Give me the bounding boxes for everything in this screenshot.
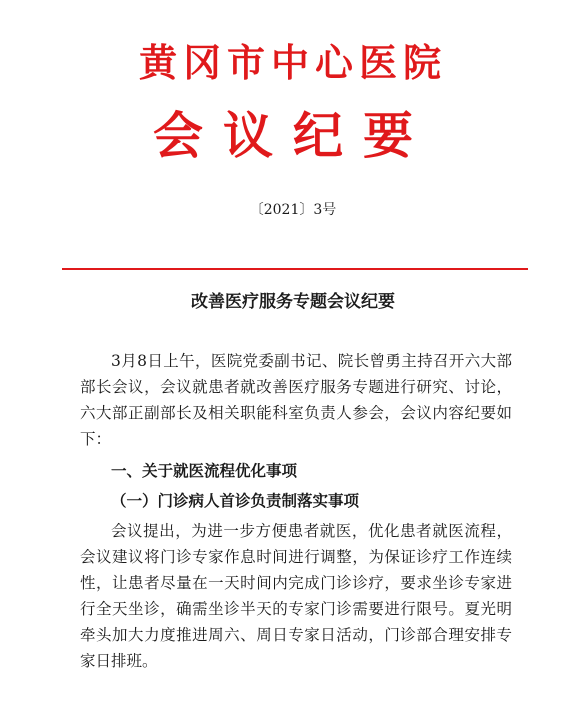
body-paragraph: 会议提出，为进一步方便患者就医，优化患者就医流程，会议建议将门诊专家作息时间进行调整，为保证诊疗工作连续性，让患者尽量在一天时间内完成门诊诊疗，要求坐诊专家进行全天坐诊，确需坐诊半天的专家门诊需要进行限号。夏光明牵头加大力度推进周六、周日专家日活动，门诊部合理安排专家日排班。 — [80, 522, 512, 670]
subsection-heading: （一）门诊病人首诊负责制落实事项 — [111, 491, 360, 510]
red-divider-line — [62, 268, 528, 270]
document-number: 〔2021〕3号 — [249, 202, 337, 218]
document-body — [80, 348, 512, 674]
section-heading: 一、关于就医流程优化事项 — [111, 462, 298, 480]
hospital-name: 黄冈市中心医院 — [138, 41, 447, 85]
meeting-subject-title: 改善医疗服务专题会议纪要 — [191, 292, 395, 312]
document-type-title: 会议纪要 — [153, 107, 433, 165]
intro-paragraph: 3月8日上午，医院党委副书记、院长曾勇主持召开六大部部长会议，会议就患者就改善医疗服务专题进行研究、讨论，六大部正副部长及相关职能科室负责人参会，会议内容纪要如下： — [80, 352, 512, 448]
